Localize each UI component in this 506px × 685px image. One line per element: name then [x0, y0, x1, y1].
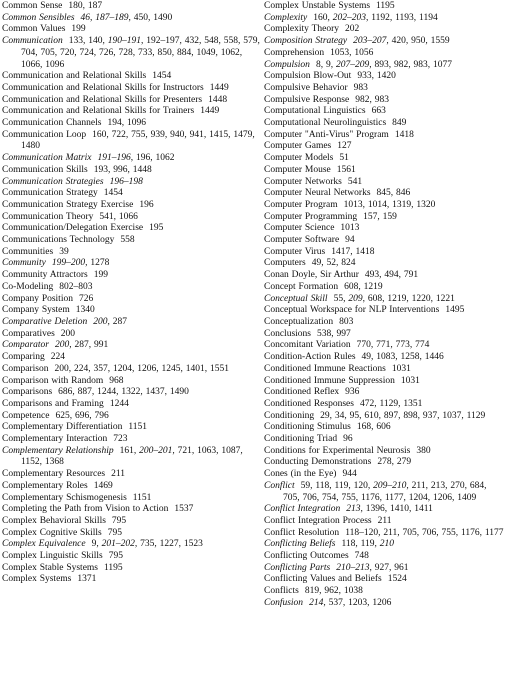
- index-entry: [2, 200, 260, 212]
- index-entry: [264, 153, 504, 165]
- index-term: Compulsion: [264, 59, 310, 70]
- index-entry: [2, 352, 260, 364]
- index-page-refs: 541, 1066: [99, 211, 138, 222]
- index-entry: [264, 294, 504, 306]
- index-entry: [264, 446, 504, 458]
- index-entry: [264, 36, 504, 48]
- index-entry: [2, 223, 260, 235]
- index-entry: [2, 235, 260, 247]
- index-page-refs: 200: [60, 328, 76, 339]
- index-page-refs: 194, 1096: [107, 118, 146, 129]
- index-entry: [264, 586, 504, 598]
- index-entry: [264, 130, 504, 142]
- index-entry: [2, 153, 260, 165]
- index-page-refs: 214, 537, 1203, 1206: [309, 597, 392, 608]
- index-term: Computer Science: [264, 223, 335, 234]
- index-entry: [2, 305, 260, 317]
- index-entry: [2, 282, 260, 294]
- index-page-refs: 49, 52, 824: [311, 258, 356, 269]
- index-page-refs: 168, 606: [356, 422, 391, 433]
- index-term: Communication Strategy Exercise: [2, 199, 134, 210]
- index-entry: [2, 165, 260, 177]
- index-entry: [2, 574, 260, 586]
- index-term: Common Values: [2, 24, 66, 35]
- index-term: Conceptualization: [264, 316, 334, 327]
- index-entry: [2, 270, 260, 282]
- index-term: Conducting Demonstrations: [264, 457, 372, 468]
- index-term: Complex Linguistic Skills: [2, 551, 103, 562]
- index-entry: [264, 200, 504, 212]
- index-page-refs: 1454: [103, 188, 123, 199]
- index-page-refs: 127: [337, 141, 352, 152]
- index-term: Comparisons: [2, 387, 53, 398]
- index-entry: [264, 71, 504, 83]
- index-entry: [264, 165, 504, 177]
- index-entry: [2, 493, 260, 505]
- index-page-refs: 96: [343, 434, 353, 445]
- index-entry: [2, 294, 260, 306]
- index-page-refs: 1195: [104, 562, 123, 573]
- index-term: Composition Strategy: [264, 36, 348, 47]
- index-term: Complex Equivalence: [2, 539, 86, 550]
- index-entry: [2, 528, 260, 540]
- index-page-refs: 193, 996, 1448: [93, 164, 152, 175]
- index-term: Conflicting Parts: [264, 562, 331, 573]
- index-term: Computer Program: [264, 199, 338, 210]
- index-term: Conan Doyle, Sir Arthur: [264, 270, 359, 281]
- index-page-refs: 1561: [336, 164, 356, 175]
- index-entry: [264, 329, 504, 341]
- index-entry: [264, 1, 504, 13]
- index-term: Complementary Relationship: [2, 445, 114, 456]
- index-entry: [2, 329, 260, 341]
- index-page-refs: 968: [109, 375, 124, 386]
- index-term: Conflict: [264, 480, 295, 491]
- index-entry: [2, 434, 260, 446]
- index-page-refs: 211: [377, 515, 392, 526]
- index-term: Communication Matrix: [2, 153, 92, 164]
- index-term: Company Position: [2, 293, 73, 304]
- index-entry: [264, 574, 504, 586]
- index-term: Communication: [2, 36, 63, 47]
- index-entry: [2, 422, 260, 434]
- index-term: Complementary Schismogenesis: [2, 492, 127, 503]
- index-page-refs: 94: [345, 235, 355, 246]
- index-term: Complementary Interaction: [2, 434, 108, 445]
- index-entry: [2, 13, 260, 25]
- index-page-refs: 161, 200–201, 721, 1063, 1087, 1152, 1368: [21, 445, 243, 468]
- index-entry: [264, 83, 504, 95]
- index-page-refs: 200, 287, 991: [54, 340, 109, 351]
- index-term: Company System: [2, 305, 70, 316]
- index-page-refs: 1449: [209, 82, 229, 93]
- index-page-refs: 133, 140, 190–191, 192–197, 432, 548, 558, 579, 704, 705, 720, 724, 726, 728, 733, 850, 884, 1049, 1062, 1066, 1096: [21, 36, 260, 70]
- index-entry: [2, 106, 260, 118]
- index-entry: [264, 551, 504, 563]
- index-term: Computer Games: [264, 141, 332, 152]
- index-column-left: [2, 1, 260, 586]
- index-term: Compulsive Response: [264, 94, 350, 105]
- index-entry: [264, 177, 504, 189]
- index-term: Condition-Action Rules: [264, 352, 356, 363]
- index-term: Concept Formation: [264, 281, 339, 292]
- index-entry: [2, 188, 260, 200]
- index-page-refs: 157, 159: [363, 211, 397, 222]
- index-entry: [264, 434, 504, 446]
- index-page-refs: 1151: [132, 492, 152, 503]
- index-term: Competence: [2, 410, 50, 421]
- index-term: Complex Cognitive Skills: [2, 527, 102, 538]
- index-page-refs: 199: [71, 24, 86, 35]
- index-page-refs: 200, 287: [93, 316, 127, 327]
- index-entry: [2, 387, 260, 399]
- index-term: Computer Mouse: [264, 164, 331, 175]
- index-entry: [264, 106, 504, 118]
- index-entry: [2, 118, 260, 130]
- index-entry: [264, 563, 504, 575]
- index-page-refs: 1454: [152, 71, 172, 82]
- index-page-refs: 1448: [208, 94, 228, 105]
- index-term: Communication and Relational Skills for Instructors: [2, 82, 204, 93]
- index-term: Comparatives: [2, 328, 55, 339]
- index-term: Computers: [264, 258, 306, 269]
- index-term: Complex Unstable Systems: [264, 1, 371, 11]
- index-entry: [264, 539, 504, 551]
- index-term: Complementary Resources: [2, 469, 106, 480]
- index-term: Conflicts: [264, 586, 299, 597]
- index-term: Conflict Resolution: [264, 527, 340, 538]
- index-page-refs: 196–198: [109, 176, 143, 187]
- index-page-refs: 160, 722, 755, 939, 940, 941, 1415, 1479, 1480: [21, 129, 255, 152]
- index-entry: [2, 469, 260, 481]
- index-term: Computational Neurolinguistics: [264, 118, 387, 129]
- index-entry: [264, 188, 504, 200]
- index-entry: [2, 1, 260, 13]
- index-term: Co-Modeling: [2, 281, 54, 292]
- index-term: Computer "Anti-Virus" Program: [264, 129, 389, 140]
- index-entry: [2, 258, 260, 270]
- index-page-refs: 845, 846: [376, 188, 411, 199]
- index-entry: [264, 13, 504, 25]
- index-page-refs: 1469: [93, 480, 113, 491]
- index-entry: [264, 481, 504, 504]
- index-term: Conflicting Outcomes: [264, 551, 349, 562]
- index-page-refs: 541: [347, 176, 363, 187]
- index-page-refs: 1244: [109, 398, 129, 409]
- index-page-refs: 1449: [200, 106, 220, 117]
- index-entry: [2, 177, 260, 189]
- index-page-refs: 1418: [394, 129, 414, 140]
- index-page-refs: 1537: [174, 504, 194, 515]
- index-page-refs: 1013: [340, 223, 360, 234]
- index-entry: [2, 95, 260, 107]
- index-entry: [2, 24, 260, 36]
- index-page-refs: 686, 887, 1244, 1322, 1437, 1490: [58, 387, 189, 398]
- index-page-refs: 202: [345, 24, 360, 35]
- index-page-refs: 380: [416, 445, 431, 456]
- index-entry: [264, 235, 504, 247]
- index-term: Conclusions: [264, 328, 311, 339]
- index-page-refs: 39: [59, 246, 69, 257]
- index-entry: [2, 247, 260, 259]
- index-term: Cones (in the Eye): [264, 469, 337, 480]
- index-page-refs: 936: [345, 387, 360, 398]
- index-page-refs: 982, 983: [355, 94, 389, 105]
- index-term: Conditioning Triad: [264, 434, 338, 445]
- index-entry: [264, 528, 504, 540]
- index-page-refs: 195: [149, 223, 164, 234]
- index-term: Conflict Integration: [264, 504, 341, 515]
- index-term: Communication Skills: [2, 164, 88, 175]
- index-term: Conditioned Responses: [264, 398, 354, 409]
- index-entry: [264, 247, 504, 259]
- index-page-refs: 795: [107, 527, 122, 538]
- index-page-refs: 933, 1420: [357, 71, 396, 82]
- index-entry: [2, 71, 260, 83]
- index-page-refs: 49, 1083, 1258, 1446: [361, 352, 444, 363]
- index-term: Comparisons and Framing: [2, 398, 104, 409]
- index-term: Computer Software: [264, 235, 340, 246]
- index-term: Communication/Delegation Exercise: [2, 223, 144, 234]
- index-page-refs: 203–207, 420, 950, 1559: [353, 36, 450, 47]
- index-page-refs: 9, 201–202, 735, 1227, 1523: [91, 539, 203, 550]
- index-page-refs: 493, 494, 791: [364, 270, 419, 281]
- index-entry: [264, 48, 504, 60]
- index-page-refs: 726: [78, 293, 94, 304]
- index-entry: [2, 399, 260, 411]
- index-term: Comparison: [2, 363, 49, 374]
- index-page-refs: 191–196, 196, 1062: [97, 153, 175, 164]
- index-entry: [264, 504, 504, 516]
- index-entry: [2, 516, 260, 528]
- index-page-refs: 199–200, 1278: [51, 258, 110, 269]
- index-entry: [2, 130, 260, 153]
- index-term: Communication Theory: [2, 211, 94, 222]
- index-term: Conflict Integration Process: [264, 515, 372, 526]
- index-term: Complexity: [264, 12, 308, 23]
- index-term: Community: [2, 258, 46, 269]
- index-term: Confusion: [264, 597, 304, 608]
- index-page-refs: 199: [93, 270, 108, 281]
- index-entry: [264, 411, 504, 423]
- index-page-refs: 210–213, 927, 961: [336, 562, 409, 573]
- index-page-refs: 1151: [128, 422, 148, 433]
- index-page-refs: 211: [111, 469, 126, 480]
- index-entry: [264, 95, 504, 107]
- index-entry: [2, 376, 260, 388]
- index-term: Completing the Path from Vision to Action: [2, 504, 169, 515]
- index-page-refs: 118–120, 211, 705, 706, 755, 1176, 1177: [345, 527, 504, 538]
- index-term: Communication and Relational Skills for Trainers: [2, 106, 195, 117]
- index-term: Community Attractors: [2, 270, 88, 281]
- index-entry: [264, 141, 504, 153]
- index-term: Complex Behavioral Skills: [2, 515, 106, 526]
- index-page-refs: 1053, 1056: [330, 47, 374, 58]
- index-page-refs: 944: [342, 469, 357, 480]
- index-page-refs: 1195: [376, 1, 395, 11]
- index-page-refs: 538, 997: [316, 328, 351, 339]
- index-page-refs: 29, 34, 95, 610, 897, 898, 937, 1037, 1129: [320, 410, 486, 421]
- index-page-refs: 1031: [400, 375, 420, 386]
- index-page-refs: 59, 118, 119, 120, 209–210, 211, 213, 270, 684, 705, 706, 754, 755, 1176, 1177, 1204, 1206, 1409: [283, 480, 487, 503]
- index-term: Computer Programming: [264, 211, 358, 222]
- index-entry: [2, 481, 260, 493]
- index-entry: [264, 305, 504, 317]
- index-entry: [264, 258, 504, 270]
- index-page-refs: 770, 771, 773, 774: [356, 340, 430, 351]
- index-page-refs: 795: [111, 515, 127, 526]
- index-column-right: [264, 1, 504, 610]
- index-entry: [264, 270, 504, 282]
- index-page-refs: 1340: [75, 305, 95, 316]
- index-term: Complexity Theory: [264, 24, 339, 35]
- index-term: Computer Networks: [264, 176, 342, 187]
- index-term: Comparison with Random: [2, 375, 104, 386]
- index-page-refs: 983: [353, 82, 368, 93]
- index-term: Complex Stable Systems: [2, 562, 98, 573]
- index-term: Compulsion Blow-Out: [264, 71, 352, 82]
- index-entry: [264, 422, 504, 434]
- index-entry: [264, 340, 504, 352]
- index-term: Comparator: [2, 340, 49, 351]
- index-entry: [264, 598, 504, 610]
- index-term: Communication Strategy: [2, 188, 98, 199]
- index-entry: [264, 282, 504, 294]
- index-term: Communities: [2, 246, 54, 257]
- index-entry: [2, 411, 260, 423]
- index-entry: [264, 516, 504, 528]
- index-term: Computational Linguistics: [264, 106, 366, 117]
- index-term: Conditions for Experimental Neurosis: [264, 445, 411, 456]
- index-entry: [2, 364, 260, 376]
- index-page-refs: 819, 962, 1038: [304, 586, 363, 597]
- index-entry: [2, 504, 260, 516]
- index-term: Complex Systems: [2, 574, 72, 585]
- index-entry: [2, 446, 260, 469]
- index-page-refs: 200, 224, 357, 1204, 1206, 1245, 1401, 1551: [54, 363, 229, 374]
- index-term: Concomitant Variation: [264, 340, 351, 351]
- index-page-refs: 608, 1219: [344, 281, 383, 292]
- index-entry: [264, 352, 504, 364]
- index-term: Compulsive Behavior: [264, 82, 348, 93]
- index-term: Complementary Differentiation: [2, 422, 123, 433]
- index-page-refs: 1524: [387, 574, 407, 585]
- index-term: Conceptual Workspace for NLP Interventions: [264, 305, 440, 316]
- index-term: Communications Technology: [2, 235, 115, 246]
- index-entry: [2, 539, 260, 551]
- index-page-refs: 51: [339, 153, 349, 164]
- index-page-refs: 8, 9, 207–209, 893, 982, 983, 1077: [315, 59, 452, 70]
- index-page-refs: 46, 187–189, 450, 1490: [80, 12, 173, 23]
- index-term: Common Sensibles: [2, 12, 75, 23]
- index-page-refs: 278, 279: [377, 457, 412, 468]
- index-page-refs: 849: [392, 118, 407, 129]
- index-entry: [264, 223, 504, 235]
- index-entry: [264, 317, 504, 329]
- index-page-refs: 118, 119, 210: [341, 539, 395, 550]
- index-entry: [264, 364, 504, 376]
- index-term: Conditioning Stimulus: [264, 422, 351, 433]
- index-page-refs: 802–803: [59, 281, 93, 292]
- index-page-refs: 795: [108, 551, 124, 562]
- index-page-refs: 1371: [77, 574, 97, 585]
- index-entry: [264, 376, 504, 388]
- index-term: Communication and Relational Skills for Presenters: [2, 94, 203, 105]
- index-entry: [2, 563, 260, 575]
- index-page-refs: 472, 1129, 1351: [359, 398, 423, 409]
- index-entry: [264, 399, 504, 411]
- index-term: Computer Models: [264, 153, 334, 164]
- index-term: Conditioning: [264, 410, 315, 421]
- index-term: Communication Strategies: [2, 176, 104, 187]
- index-term: Computer Virus: [264, 246, 326, 257]
- index-term: Common Sense: [2, 1, 63, 11]
- index-entry: [2, 212, 260, 224]
- index-term: Computer Neural Networks: [264, 188, 371, 199]
- index-page-refs: 180, 187: [68, 1, 103, 11]
- index-entry: [264, 469, 504, 481]
- index-page-refs: 1417, 1418: [331, 246, 375, 257]
- index-page-refs: 748: [354, 551, 369, 562]
- index-entry: [264, 457, 504, 469]
- index-term: Conditioned Immune Suppression: [264, 375, 395, 386]
- index-page-refs: 213, 1396, 1410, 1411: [346, 504, 433, 515]
- index-term: Comparing: [2, 352, 45, 363]
- index-page-refs: 723: [113, 434, 128, 445]
- index-page-refs: 55, 209, 608, 1219, 1220, 1221: [333, 293, 455, 304]
- index-entry: [2, 317, 260, 329]
- index-page-refs: 625, 696, 796: [55, 410, 109, 421]
- index-entry: [264, 118, 504, 130]
- index-entry: [2, 36, 260, 71]
- index-term: Conceptual Skill: [264, 293, 328, 304]
- index-term: Communication and Relational Skills: [2, 71, 147, 82]
- index-page-refs: 558: [120, 235, 135, 246]
- index-term: Conflicting Values and Beliefs: [264, 574, 382, 585]
- index-page-refs: 196: [139, 199, 154, 210]
- index-page-refs: 1031: [391, 363, 411, 374]
- index-entry: [2, 83, 260, 95]
- index-page-refs: 1013, 1014, 1319, 1320: [343, 199, 436, 210]
- index-entry: [2, 551, 260, 563]
- index-entry: [2, 340, 260, 352]
- index-page-refs: 224: [50, 352, 65, 363]
- index-page-refs: 1495: [445, 305, 465, 316]
- index-entry: [264, 24, 504, 36]
- index-term: Communication Channels: [2, 118, 102, 129]
- index-page-refs: 663: [371, 106, 386, 117]
- index-entry: [264, 212, 504, 224]
- index-term: Complementary Roles: [2, 480, 88, 491]
- index-term: Communication Loop: [2, 129, 87, 140]
- index-term: Conditioned Reflex: [264, 387, 340, 398]
- index-term: Conflicting Beliefs: [264, 539, 336, 550]
- index-page-refs: 160, 202–203, 1192, 1193, 1194: [313, 12, 438, 23]
- index-term: Comprehension: [264, 47, 325, 58]
- index-term: Comparative Deletion: [2, 316, 88, 327]
- index-term: Conditioned Immune Reactions: [264, 363, 386, 374]
- index-entry: [264, 387, 504, 399]
- index-page-refs: 803: [339, 316, 354, 327]
- index-entry: [264, 60, 504, 72]
